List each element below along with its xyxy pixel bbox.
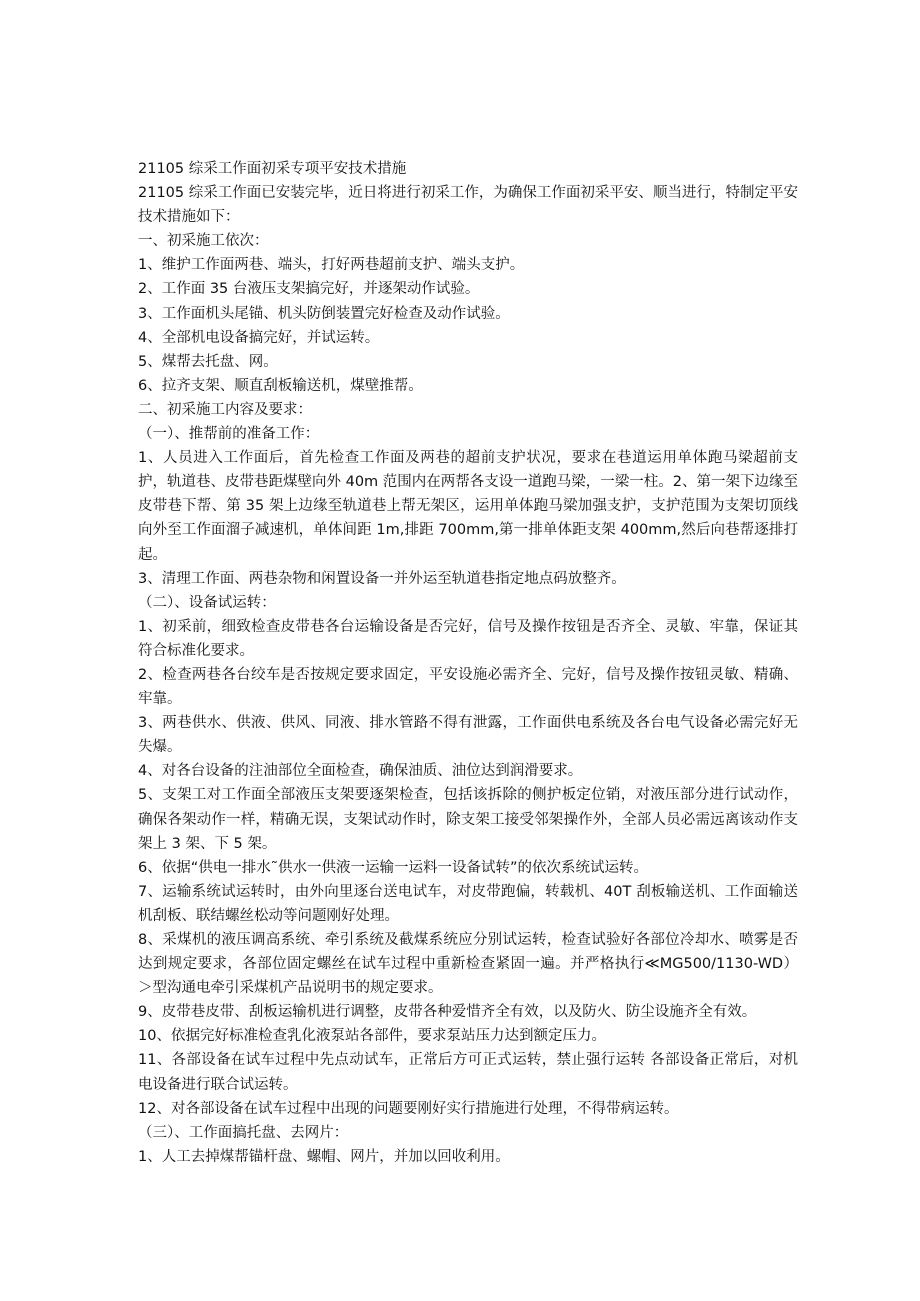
list-item: 3、工作面机头尾锚、机头防倒装置完好检查及动作试验。 bbox=[138, 305, 510, 322]
list-item: 5、支架工对工作面全部液压支架要逐架检查，包括该拆除的侧护板定位销，对液压部分进行试动作，确保各架动作一样，精确无误，支架试动作时，除支架工接受邻架操作外，全部人员必需远离该动作支架上 3 架、下 5 架。 bbox=[138, 787, 798, 852]
list-item: 4、全部机电设备搞完好，并试运转。 bbox=[138, 329, 380, 346]
list-item: 6、依据“供电一排水˜供水一供液一运输一运料一设备试转”的依次系统试运转。 bbox=[138, 859, 648, 876]
subsection-heading-2: （二）、设备试运转： bbox=[138, 594, 276, 611]
list-item: 4、对各台设备的注油部位全面检查，确保油质、油位达到润滑要求。 bbox=[138, 763, 583, 780]
subsection-heading-3: （三）、工作面搞托盘、去网片： bbox=[138, 1124, 349, 1141]
list-item: 1、维护工作面两巷、端头，打好两巷超前支护、端头支护。 bbox=[138, 257, 525, 274]
list-item: 1、初采前，细致检查皮带巷各台运输设备是否完好，信号及操作按钮是否齐全、灵敏、牢靠，保证其符合标准化要求。 bbox=[138, 618, 798, 659]
list-item: 3、清理工作面、两巷杂物和闲置设备一并外运至轨道巷指定地点码放整齐。 bbox=[138, 570, 626, 587]
list-item: 1、人员进入工作面后，首先检查工作面及两巷的超前支护状况，要求在巷道运用单体跑马梁超前支护，轨道巷、皮带巷距煤壁向外 40m 范围内在两帮各支设一道跑马梁，一梁一柱。2、第一架下边缘至皮带巷下帮、第 35 架上边缘至轨道巷上帮无架区，运用单体跑马梁加强支护，支护范围为支架切顶线向外至工作面溜子减速机，单体间距 1m,排距 700mm,第一排单体距支架 400mm,然后向巷帮逐排打起。 bbox=[138, 450, 799, 563]
list-item: 2、检查两巷各台绞车是否按规定要求固定，平安设施必需齐全、完好，信号及操作按钮灵敏、精确、牢靠。 bbox=[138, 666, 798, 708]
list-item: 12、对各部设备在试车过程中出现的问题要刚好实行措施进行处理，不得带病运转。 bbox=[138, 1100, 679, 1117]
list-item: 1、人工去掉煤帮锚杆盘、螺帽、网片，并加以回收利用。 bbox=[138, 1148, 510, 1165]
section-heading-2: 二、初采施工内容及要求： bbox=[138, 401, 312, 418]
list-item: 6、拉齐支架、顺直刮板输送机，煤壁推帮。 bbox=[138, 377, 423, 394]
subsection-heading-1: （一）、推帮前的准备工作： bbox=[138, 426, 320, 443]
list-item: 2、工作面 35 台液压支架搞完好，并逐架动作试验。 bbox=[138, 281, 480, 298]
list-item: 5、煤帮去托盘、网。 bbox=[138, 353, 278, 370]
document-body bbox=[138, 157, 798, 1169]
paragraph-intro: 21105 综采工作面已安装完毕，近日将进行初采工作，为确保工作面初采平安、顺当进行，特制定平安技术措施如下： bbox=[138, 185, 798, 226]
list-item: 9、皮带巷皮带、刮板运输机进行调整，皮带各种爱惜齐全有效，以及防火、防尘设施齐全有效。 bbox=[138, 1004, 757, 1021]
document-title: 21105 综采工作面初采专项平安技术措施 bbox=[138, 161, 407, 177]
list-item: 7、运输系统试运转时，由外向里逐台送电试车，对皮带跑偏，转载机、40T 刮板输送机、工作面输送机刮板、联结螺丝松动等问题刚好处理。 bbox=[138, 883, 798, 924]
list-item: 10、依据完好标准检查乳化液泵站各部件，要求泵站压力达到额定压力。 bbox=[138, 1028, 606, 1045]
list-item: 3、两巷供水、供液、供风、同液、排水管路不得有泄露，工作面供电系统及各台电气设备必需完好无失爆。 bbox=[138, 715, 798, 756]
section-heading-1: 一、初采施工依次： bbox=[138, 233, 269, 250]
list-item: 8、采煤机的液压调高系统、牵引系统及截煤系统应分别试运转，检查试验好各部位冷却水、喷雾是否达到规定要求，各部位固定螺丝在试车过程中重新检查紧固一遍。并严格执行≪MG500/1130-WD）＞型沟通电牵引采煤机产品说明书的规定要求。 bbox=[138, 932, 798, 997]
list-item: 11、各部设备在试车过程中先点动试车，正常后方可正式运转，禁止强行运转 各部设备正常后，对机电设备进行联合试运转。 bbox=[138, 1052, 798, 1093]
